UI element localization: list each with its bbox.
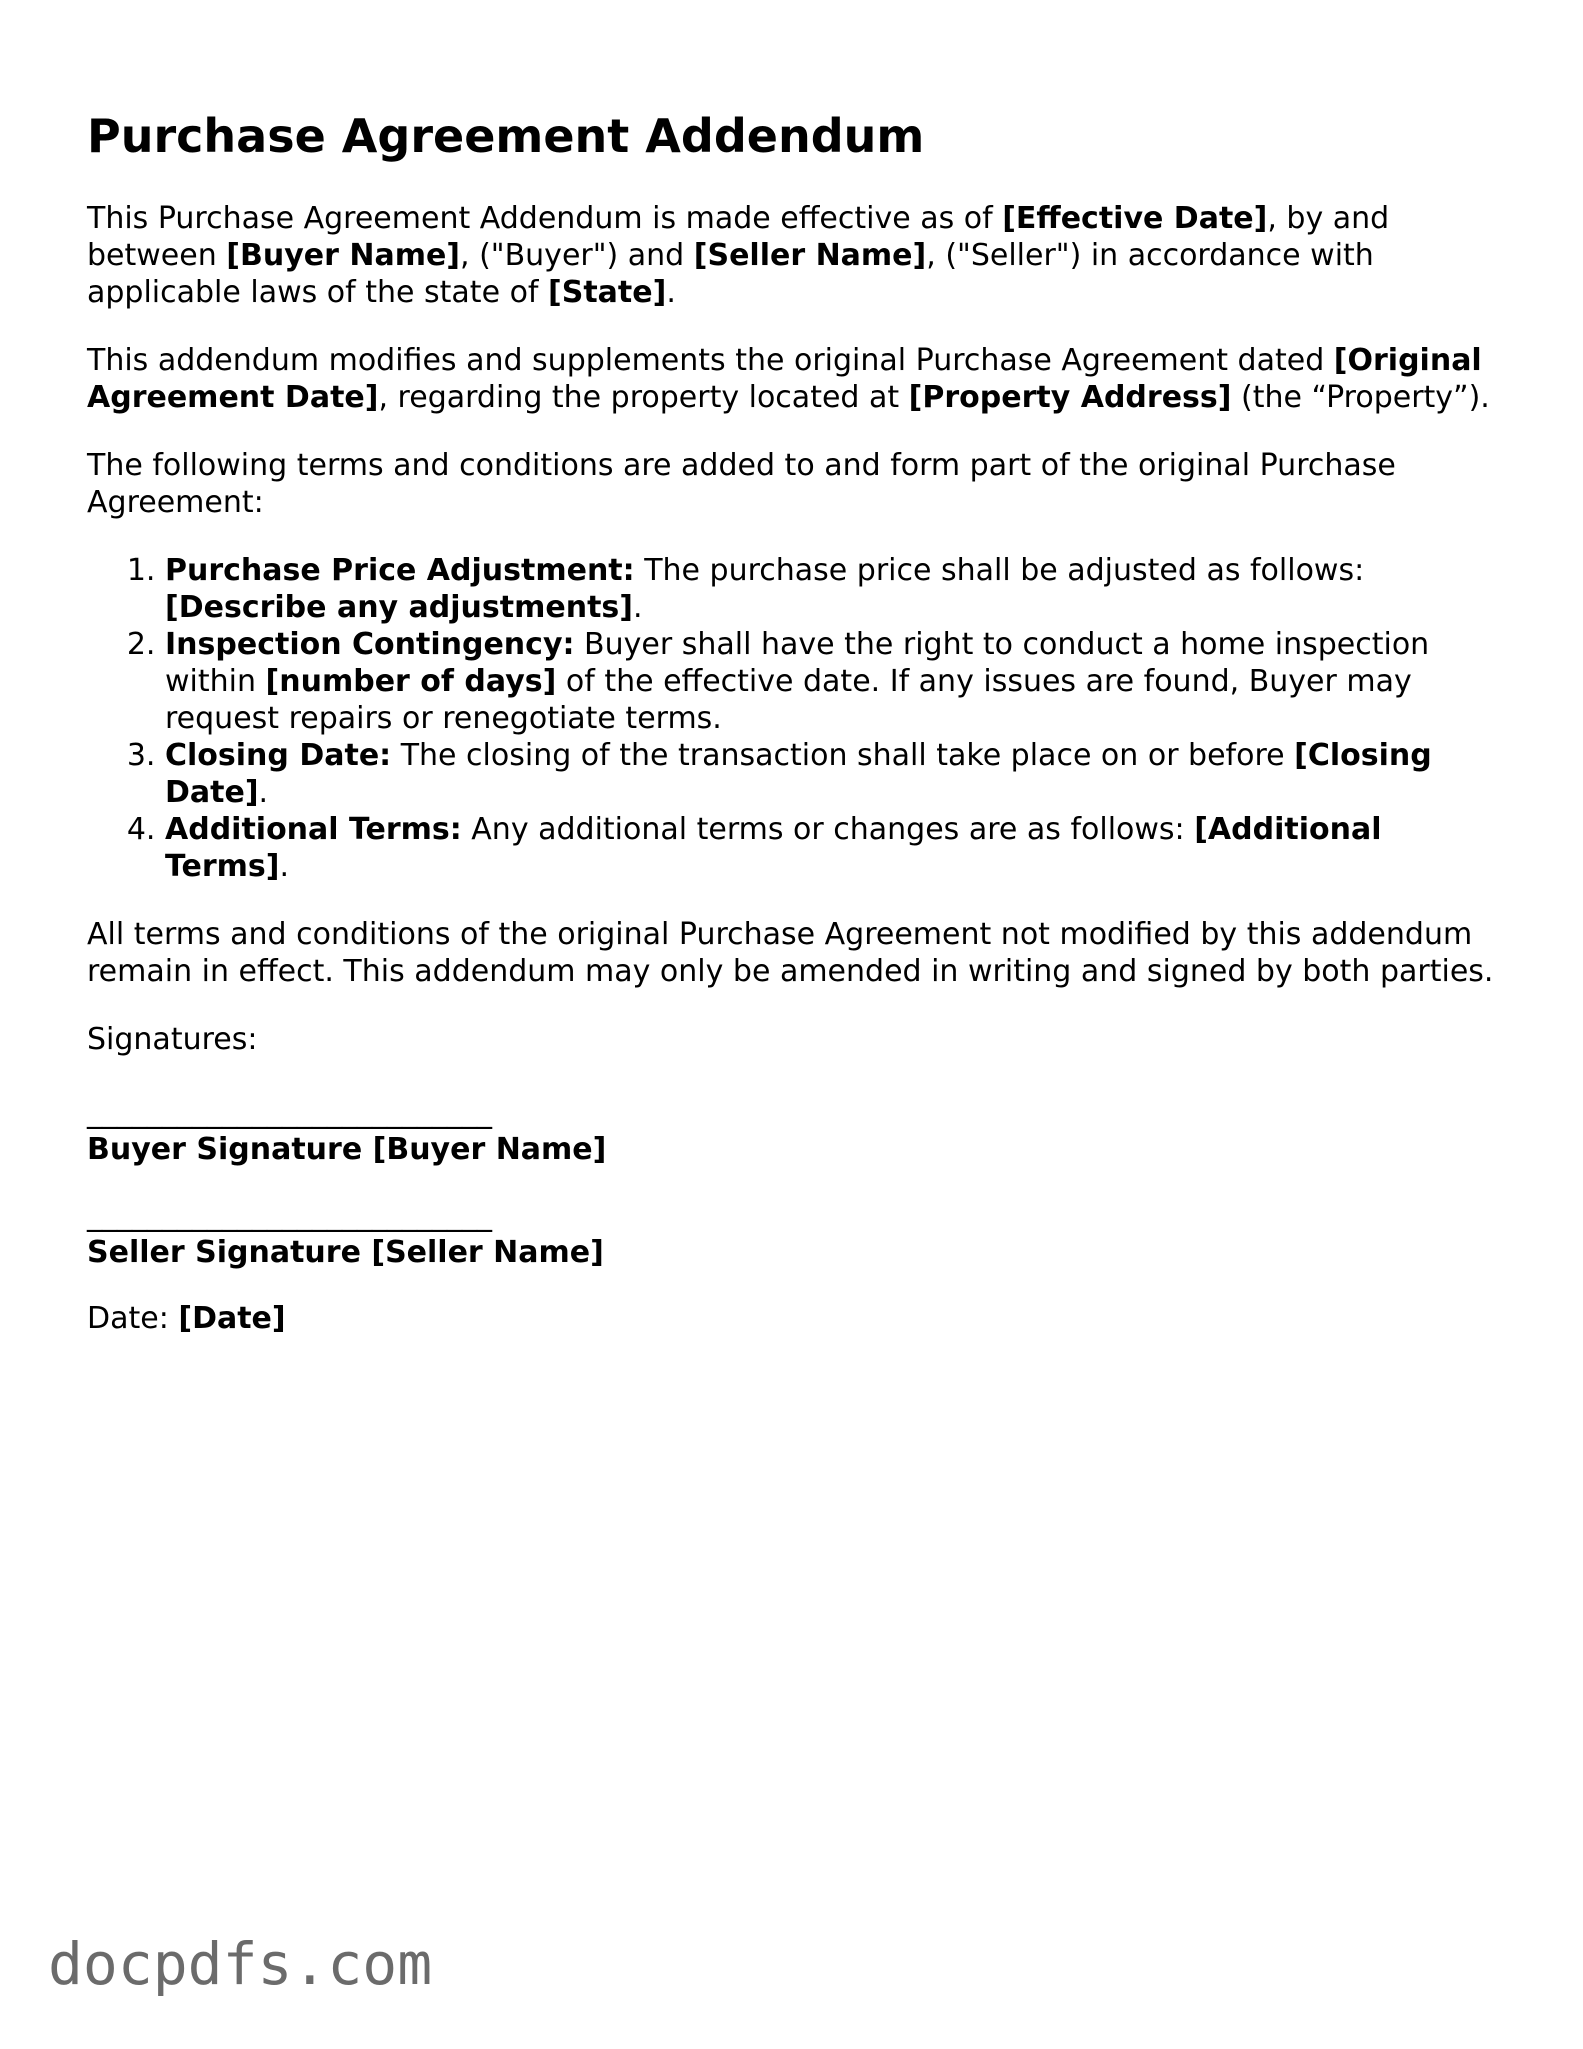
term-label: Inspection Contingency: xyxy=(165,627,575,662)
buyer-signature-line: ___________________________ xyxy=(87,1095,492,1130)
list-item xyxy=(165,626,1497,737)
buyer-signature-label: Buyer Signature [Buyer Name] xyxy=(87,1132,607,1167)
buyer-signature-block xyxy=(87,1094,1497,1168)
remain-paragraph: All terms and conditions of the original Purchase Agreement not modified by this addendum remain in effect. This addendum may only be amended in writing and signed by both parties. xyxy=(87,917,1494,989)
term-label: Closing Date: xyxy=(165,738,392,773)
term-label: Additional Terms: xyxy=(165,812,462,847)
document-page xyxy=(87,108,1497,1368)
following-paragraph: The following terms and conditions are added to and form part of the original Purchase Agreement: xyxy=(87,448,1396,520)
modifies-text-3: (the “Property”). xyxy=(1231,380,1490,415)
term-label: Purchase Price Adjustment: xyxy=(165,553,635,588)
intro-text-2: , by and between xyxy=(87,201,1390,273)
term-text: Any additional terms or changes are as follows: xyxy=(461,812,1195,847)
modifies-text-1: This addendum modifies and supplements the original Purchase Agreement dated xyxy=(87,343,1334,378)
term-text: . xyxy=(632,590,643,625)
term-text: The purchase price shall be adjusted as follows: xyxy=(634,553,1365,588)
seller-signature-line: ___________________________ xyxy=(87,1198,492,1233)
intro-text-1: This Purchase Agreement Addendum is made effective as of xyxy=(87,201,1003,236)
intro-text-5: . xyxy=(666,275,676,310)
term-text: of the effective date. If any issues are found, Buyer may request repairs or renegotiate terms. xyxy=(165,664,1412,736)
term-text: The closing of the transaction shall take place on or before xyxy=(391,738,1295,773)
seller-signature-label: Seller Signature [Seller Name] xyxy=(87,1235,604,1270)
intro-text-4: , ("Seller") in accordance with applicable laws of the state of xyxy=(87,238,1374,310)
list-item xyxy=(165,552,1497,626)
intro-paragraph xyxy=(87,200,1497,311)
effective-date-field: [Effective Date] xyxy=(1002,201,1268,236)
term-text: . xyxy=(258,775,269,810)
seller-signature-block xyxy=(87,1197,1497,1271)
list-item xyxy=(165,811,1497,885)
term-field: [Closing Date] xyxy=(165,738,1432,810)
signatures-heading: Signatures: xyxy=(87,1022,258,1057)
modifies-paragraph xyxy=(87,342,1497,416)
document-title: Purchase Agreement Addendum xyxy=(87,109,925,163)
term-field: [Describe any adjustments] xyxy=(165,590,633,625)
date-label: Date: xyxy=(87,1301,179,1336)
list-item xyxy=(165,737,1497,811)
terms-list xyxy=(87,552,1497,885)
property-address-field: [Property Address] xyxy=(908,380,1232,415)
watermark-logo: docpdfs.com xyxy=(48,1930,433,1998)
term-text: Buyer shall have the right to conduct a home inspection within xyxy=(165,627,1430,699)
date-field: [Date] xyxy=(178,1301,286,1336)
term-field: [number of days] xyxy=(265,664,557,699)
term-text: . xyxy=(279,849,289,884)
original-agreement-date-field: [Original Agreement Date] xyxy=(87,343,1482,415)
term-field: [Additional Terms] xyxy=(165,812,1382,884)
date-line xyxy=(87,1300,1497,1337)
modifies-text-2: , regarding the property located at xyxy=(378,380,909,415)
buyer-name-field: [Buyer Name] xyxy=(226,238,461,273)
seller-name-field: [Seller Name] xyxy=(693,238,927,273)
intro-text-3: , ("Buyer") and xyxy=(460,238,694,273)
state-field: [State] xyxy=(548,275,667,310)
